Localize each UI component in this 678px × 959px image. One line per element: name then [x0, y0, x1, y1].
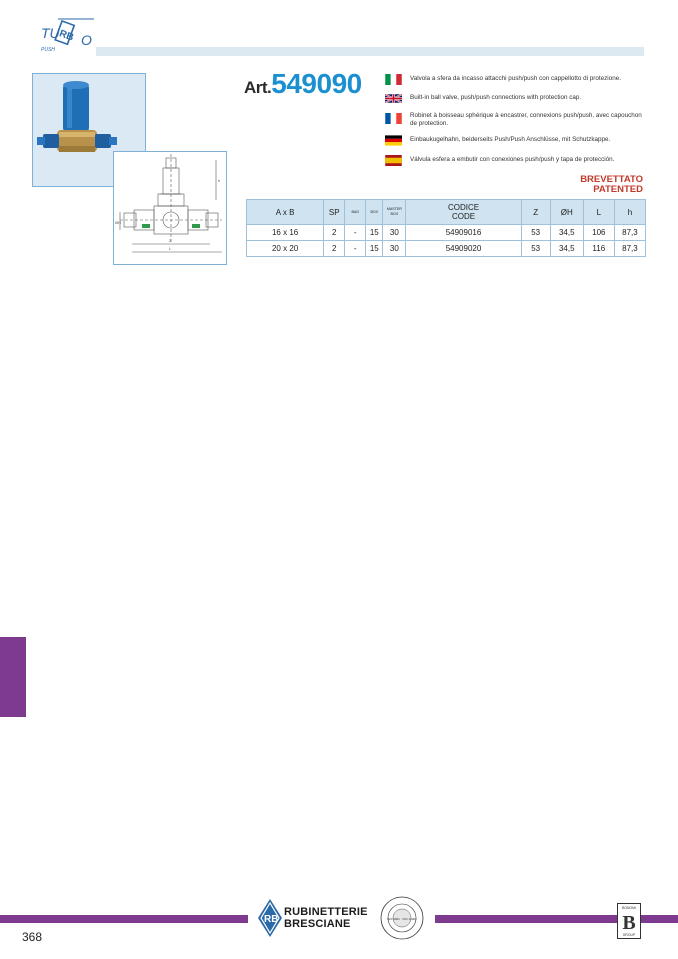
- header-axb: A x B: [247, 200, 324, 225]
- spain-flag-icon: [385, 155, 402, 166]
- header-l: L: [583, 200, 614, 225]
- cell-bag: -: [345, 241, 366, 257]
- spec-table: [246, 199, 646, 257]
- cell-box: 15: [366, 241, 383, 257]
- cell-axb: 20 x 20: [247, 241, 324, 257]
- bonomi-group-logo: [617, 903, 641, 939]
- header-box: BOX: [366, 200, 383, 225]
- article-number: 549090: [271, 68, 362, 99]
- cell-z: 53: [521, 225, 550, 241]
- page-number: 368: [22, 930, 43, 944]
- turbo-logo: [38, 18, 100, 54]
- patent-label-it: BREVETTATO: [580, 174, 643, 185]
- cell-bag: -: [345, 225, 366, 241]
- valve-drawing: [114, 152, 226, 264]
- cell-master-box: 30: [383, 225, 406, 241]
- uk-flag-icon: [385, 93, 402, 104]
- rb-diamond-logo-icon: [257, 898, 283, 938]
- svg-text:B: B: [622, 912, 636, 934]
- cell-l: 116: [583, 241, 614, 257]
- svg-text:RB: RB: [264, 914, 279, 925]
- dimension-z-label: Z: [169, 238, 172, 243]
- cell-code: 54909020: [406, 241, 521, 257]
- cell-sp: 2: [324, 225, 345, 241]
- svg-text:BONOMI: BONOMI: [622, 906, 636, 910]
- table-row: [247, 225, 646, 241]
- certification-seal-icon: [380, 896, 424, 940]
- cell-master-box: 30: [383, 241, 406, 257]
- header-z: Z: [521, 200, 550, 225]
- cell-l: 106: [583, 225, 614, 241]
- push-logo-text: PUSH: [41, 47, 55, 53]
- dimension-l-label: L: [169, 246, 172, 251]
- dimension-h-label: h: [218, 178, 221, 183]
- brand-line-1: RUBINETTERIE: [284, 906, 368, 918]
- footer-bar-left: [0, 915, 248, 923]
- cell-oh: 34,5: [550, 225, 583, 241]
- svg-text:RB: RB: [57, 28, 76, 44]
- header-oh: ØH: [550, 200, 583, 225]
- table-header-row: [247, 200, 646, 225]
- table-row: [247, 241, 646, 257]
- patent-label-en: PATENTED: [593, 184, 643, 195]
- section-side-tab: [0, 637, 26, 717]
- header-bar: [96, 47, 644, 56]
- footer-brand: [284, 906, 368, 930]
- turbo-logo-text: TU: [41, 25, 60, 41]
- header-codice: CODICE CODE: [406, 200, 521, 225]
- header-master-box: MASTER BOX: [383, 200, 406, 225]
- article-prefix: Art.: [244, 78, 272, 97]
- footer-bar-right: [435, 915, 678, 923]
- cell-h: 87,3: [614, 225, 645, 241]
- cell-box: 15: [366, 225, 383, 241]
- cell-code: 54909016: [406, 225, 521, 241]
- header-sp: SP: [324, 200, 345, 225]
- bonomi-group-logo-icon: [617, 903, 641, 939]
- cell-h: 87,3: [614, 241, 645, 257]
- france-flag-icon: [385, 113, 402, 124]
- germany-flag-icon: [385, 135, 402, 146]
- svg-text:O: O: [81, 32, 92, 48]
- header-h: h: [614, 200, 645, 225]
- cell-oh: 34,5: [550, 241, 583, 257]
- svg-text:ISO 9001 · ISO 14001: ISO 9001 · ISO 14001: [387, 917, 417, 921]
- cell-sp: 2: [324, 241, 345, 257]
- italy-flag-icon: [385, 74, 402, 85]
- brand-line-2: BRESCIANE: [284, 918, 351, 930]
- header-bag: BAG: [345, 200, 366, 225]
- svg-text:GROUP: GROUP: [622, 933, 636, 937]
- cell-axb: 16 x 16: [247, 225, 324, 241]
- cell-z: 53: [521, 241, 550, 257]
- article-title: [244, 68, 362, 100]
- dimension-d-label: ØH: [115, 220, 121, 225]
- technical-drawing: [113, 151, 227, 265]
